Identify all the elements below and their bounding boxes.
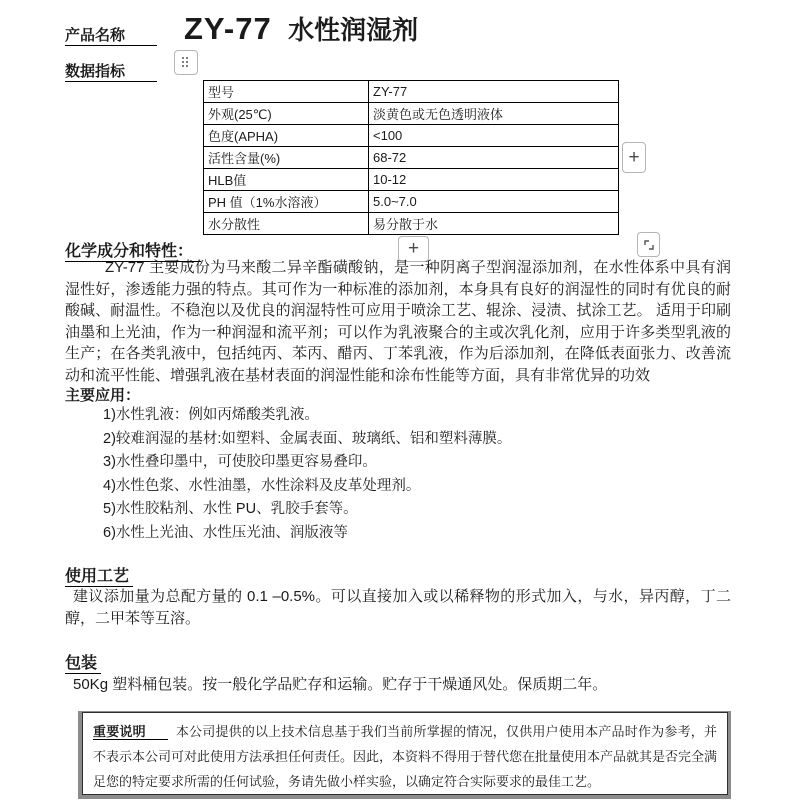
notice-box [78,711,731,799]
chemistry-heading: 化学成分和特性： [65,238,201,262]
notice-heading: 重要说明 [93,724,168,740]
usage-paragraph: 建议添加量为总配方量的 0.1 –0.5%。可以直接加入或以稀释物的形式加入，与水，异丙醇，丁二醇，二甲苯等互溶。 [65,588,731,627]
corner-resize-icon [642,238,656,252]
packaging-paragraph: 50Kg 塑料桶包装。按一般化学品贮存和运输。贮存于干燥通风处。保质期二年。 [73,676,608,693]
table-row [204,213,619,235]
plus-icon: + [407,238,420,259]
spec-key: 水分散性 [204,213,369,235]
packaging-heading: 包装 [65,650,101,674]
spec-value: <100 [369,125,619,147]
notice-body: 本公司提供的以上技术信息基于我们当前所掌握的情况，仅供用户使用本产品时作为参考，并不表示本公司可对此使用方法承担任何责任。因此，本资料不得用于替代您在批量使用本产品就其是否完全满足您的特定要求所需的任何试验，务请先做小样实验，以确定符合实际要求的最佳工艺。 [93,724,718,789]
spec-value: 10-12 [369,169,619,191]
data-indicators-label: 数据指标 [65,60,157,82]
table-row [204,191,619,213]
list-item: 1)水性乳液：例如丙烯酸类乳液。 [103,407,319,423]
spec-key: HLB值 [204,169,369,191]
list-item: 4)水性色浆、水性油墨，水性涂料及皮革处理剂。 [103,477,421,494]
list-item: 3)水性叠印墨中，可使胶印墨更容易叠印。 [103,454,377,470]
spec-key: 型号 [204,81,369,103]
spec-key: 外观(25℃) [204,103,369,125]
table-row [204,81,619,103]
product-code: ZY-77 [184,11,272,46]
spec-value: 淡黄色或无色透明液体 [369,103,619,125]
list-item: 6)水性上光油、水性压光油、润版液等 [103,524,348,541]
applications-list [103,404,511,545]
spec-value: 易分散于水 [369,213,619,235]
drag-handle-icon [182,57,190,69]
spec-key: 活性含量(%) [204,147,369,169]
product-name-label: 产品名称 [65,24,157,46]
spec-key: PH 值（1%水溶液） [204,191,369,213]
add-column-button[interactable] [622,142,646,173]
spec-value: 5.0~7.0 [369,191,619,213]
spec-key: 色度(APHA) [204,125,369,147]
spec-value: 68-72 [369,147,619,169]
resize-table-button[interactable] [637,232,660,257]
usage-heading: 使用工艺 [65,563,133,587]
drag-handle-button[interactable] [174,50,198,75]
page-title [184,10,418,47]
product-title-name: 水性润湿剂 [288,15,419,45]
applications-heading: 主要应用： [65,387,141,404]
spec-value: ZY-77 [369,81,619,103]
chemistry-paragraph: ZY-77 主要成份为马来酸二异辛酯磺酸钠，是一种阴离子型润湿添加剂，在水性体系中具有润湿性好，渗透能力强的特点。其可作为一种标准的添加剂，本身具有良好的润湿性的同时有优良的耐酸碱、耐温性。不稳泡以及优良的润湿特性可应用于喷涂工艺、辊涂、浸渍、拭涂工艺。 适用于印刷油墨和上光油，作为一种润湿和流平剂；可以作为乳液聚合的主或次乳化剂，应用于许多类型乳液的生产；在各类乳液中，包括纯丙、苯丙、醋丙、丁苯乳液，作为后添加剂，在降低表面张力、改善流动和流平性能、增强乳液在基材表面的润湿性能和涂布性能等方面，具有非常优异的功效 [65,259,731,384]
table-row [204,103,619,125]
spec-table [203,80,619,235]
table-row [204,169,619,191]
table-row [204,147,619,169]
list-item: 5)水性胶粘剂、水性 PU、乳胶手套等。 [103,501,358,517]
notice-content [82,712,728,795]
plus-icon: + [628,146,640,168]
table-row [204,125,619,147]
list-item: 2)较难润湿的基材:如塑料、金属表面、玻璃纸、铝和塑料薄膜。 [103,430,512,447]
